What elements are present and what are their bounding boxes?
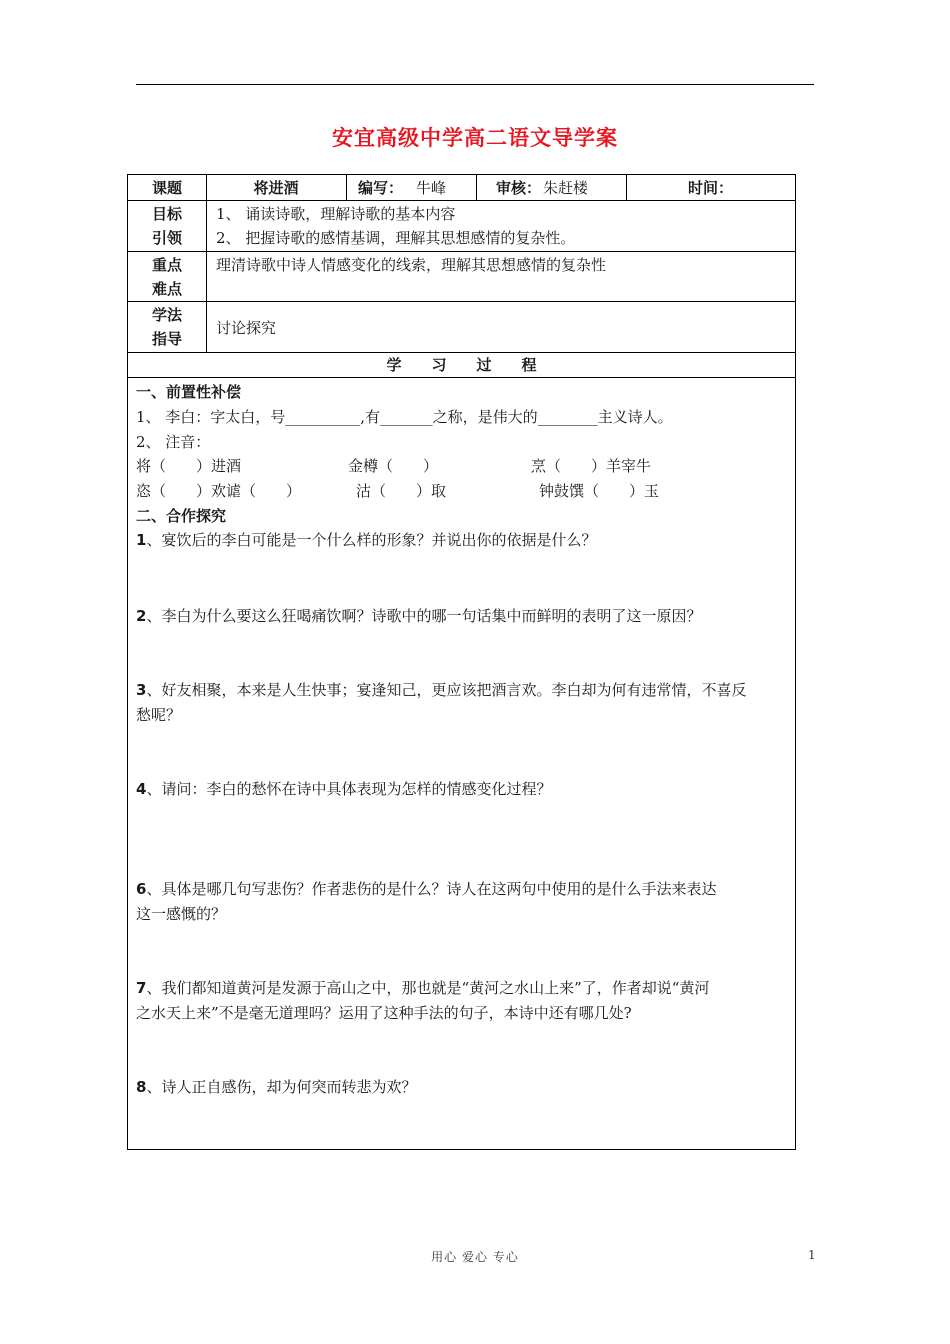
question-8: 8、诗人正自感伤，却为何突而转悲为欢？ bbox=[136, 1078, 417, 1096]
method-label-2: 指导 bbox=[151, 330, 182, 348]
process-heading: 学 习 过 程 bbox=[386, 356, 537, 374]
question-1: 1、宴饮后的李白可能是一个什么样的形象？并说出你的依据是什么？ bbox=[136, 531, 597, 549]
keypoints-text: 理清诗歌中诗人情感变化的线索，理解其思想感情的复杂性 bbox=[216, 256, 607, 274]
header-rule bbox=[136, 84, 814, 85]
reviewer-label: 审核： bbox=[496, 179, 542, 197]
pinyin-item: 将（ ）进酒 bbox=[136, 457, 242, 475]
goal-item-2: 2、 把握诗歌的感情基调，理解其思想感情的复杂性。 bbox=[216, 229, 576, 247]
goal-item-1: 1、 诵读诗歌，理解诗歌的基本内容 bbox=[216, 205, 456, 223]
method-row bbox=[128, 302, 795, 353]
question-7-cont: 之水天上来”不是毫无道理吗？运用了这种手法的句子，本诗中还有哪几处? bbox=[136, 1004, 632, 1022]
question-3: 3、好友相聚，本来是人生快事；宴逢知己，更应该把酒言欢。李白却为何有违常情，不喜反 bbox=[136, 681, 747, 699]
page-title: 安宜高级中学高二语文导学案 bbox=[332, 126, 618, 150]
question-6-cont: 这一感慨的？ bbox=[136, 905, 227, 923]
reviewer-value: 朱赶楼 bbox=[543, 179, 589, 197]
editor-value: 牛峰 bbox=[416, 179, 447, 197]
header-row bbox=[128, 175, 795, 201]
keypoints-row bbox=[128, 252, 795, 302]
keypoints-label-2: 难点 bbox=[151, 280, 182, 298]
pinyin-item: 恣（ ）欢谑（ ） bbox=[136, 482, 302, 500]
footer-text: 用心 爱心 专心 bbox=[431, 1250, 519, 1264]
question-2: 2、李白为什么要这么狂喝痛饮啊？诗歌中的哪一句话集中而鲜明的表明了这一原因？ bbox=[136, 607, 702, 625]
method-text: 讨论探究 bbox=[216, 319, 277, 337]
question-4: 4、请问：李白的愁怀在诗中具体表现为怎样的情感变化过程？ bbox=[136, 780, 552, 798]
section1-line-1: 1、 李白：字太白，号__________,有_______之称，是伟大的________主义诗人。 bbox=[136, 408, 673, 426]
goals-label-1: 目标 bbox=[151, 205, 182, 223]
method-label-1: 学法 bbox=[151, 306, 182, 324]
question-3-cont: 愁呢？ bbox=[136, 706, 182, 724]
pinyin-item: 钟鼓馔（ ）玉 bbox=[539, 482, 660, 500]
question-7: 7、我们都知道黄河是发源于高山之中，那也就是“黄河之水山上来”了，作者却说“黄河 bbox=[136, 979, 710, 997]
page-number: 1 bbox=[808, 1248, 816, 1262]
section2-heading: 二、合作探究 bbox=[136, 507, 227, 525]
section1-line-2: 2、 注音： bbox=[136, 433, 211, 451]
editor-label: 编写： bbox=[358, 179, 404, 197]
goals-label-2: 引领 bbox=[151, 229, 182, 247]
pinyin-item: 烹（ ）羊宰牛 bbox=[531, 457, 652, 475]
pinyin-item: 金樽（ ） bbox=[348, 457, 439, 475]
keypoints-label-1: 重点 bbox=[151, 256, 182, 274]
topic-value: 将进酒 bbox=[253, 179, 299, 197]
worksheet-table bbox=[127, 174, 796, 1150]
process-heading-row bbox=[128, 353, 795, 378]
pinyin-item: 沽（ ）取 bbox=[356, 482, 447, 500]
time-label: 时间： bbox=[688, 179, 734, 197]
question-6: 6、具体是哪几句写悲伤？作者悲伤的是什么？诗人在这两句中使用的是什么手法来表达 bbox=[136, 880, 717, 898]
section1-heading: 一、前置性补偿 bbox=[136, 383, 242, 401]
goals-row bbox=[128, 201, 795, 252]
topic-label: 课题 bbox=[151, 179, 182, 197]
